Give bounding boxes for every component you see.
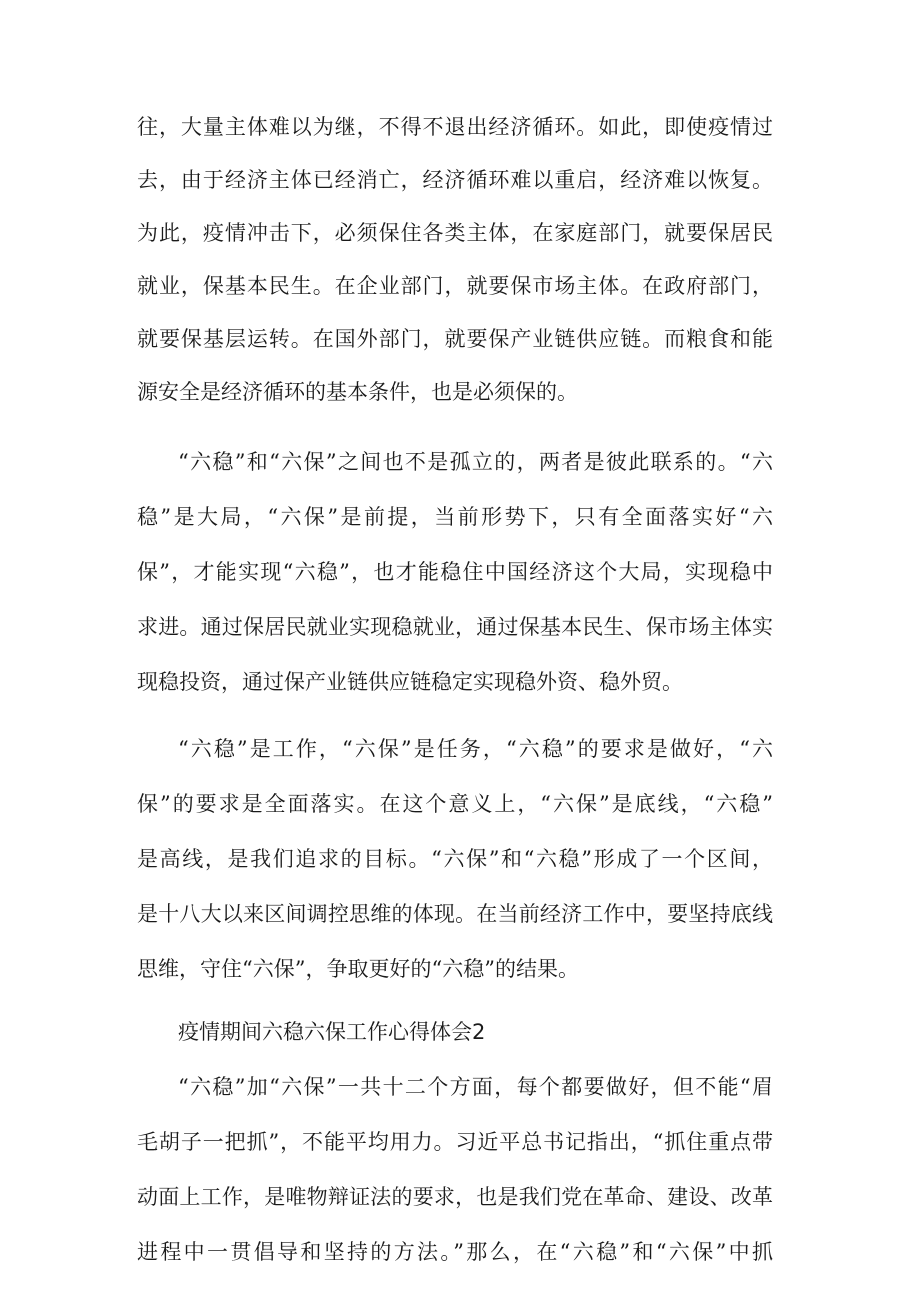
paragraph-2-line-4: 求进。通过保居民就业实现稳就业，通过保基本民生、保市场主体实 [137,615,773,639]
paragraph-3-line-4: 是十八大以来区间调控思维的体现。在当前经济工作中，要坚持底线 [137,902,773,926]
paragraph-1-line-3: 为此，疫情冲击下，必须保住各类主体，在家庭部门，就要保居民 [137,221,773,245]
paragraph-3-line-5: 思维，守住“六保”，争取更好的“六稳”的结果。 [137,957,579,981]
paragraph-3-line-3: 是高线，是我们追求的目标。“六保”和“六稳”形成了一个区间， [137,847,773,871]
paragraph-3-line-2: 保”的要求是全面落实。在这个意义上，“六保”是底线，“六稳” [137,792,773,816]
paragraph-2-line-3: 保”，才能实现“六稳”，也才能稳住中国经济这个大局，实现稳中 [137,560,773,584]
section-heading: 疫情期间六稳六保工作心得体会2 [178,1020,486,1044]
paragraph-4-line-3: 动面上工作，是唯物辩证法的要求，也是我们党在革命、建设、改革 [137,1185,773,1209]
paragraph-1-line-4: 就业，保基本民生。在企业部门，就要保市场主体。在政府部门， [137,274,773,298]
paragraph-1-line-1: 往，大量主体难以为继，不得不退出经济循环。如此，即使疫情过 [137,115,773,139]
paragraph-2-line-5: 现稳投资，通过保产业链供应链稳定实现稳外资、稳外贸。 [137,670,683,694]
paragraph-2-line-1: “六稳”和“六保”之间也不是孤立的，两者是彼此联系的。“六 [178,450,773,474]
paragraph-1-line-6: 源安全是经济循环的基本条件，也是必须保的。 [137,380,578,404]
paragraph-3-line-1: “六稳”是工作，“六保”是任务，“六稳”的要求是做好，“六 [178,737,773,761]
paragraph-2-line-2: 稳”是大局，“六保”是前提，当前形势下，只有全面落实好“六 [137,505,773,529]
paragraph-1-line-2: 去，由于经济主体已经消亡，经济循环难以重启，经济难以恢复。 [137,168,773,192]
paragraph-1-line-5: 就要保基层运转。在国外部门，就要保产业链供应链。而粮食和能 [137,327,773,351]
paragraph-4-line-2: 毛胡子一把抓”，不能平均用力。习近平总书记指出，“抓住重点带 [137,1130,773,1154]
paragraph-4-line-4: 进程中一贯倡导和坚持的方法。”那么，在“六稳”和“六保”中抓 [137,1240,773,1264]
paragraph-4-line-1: “六稳”加“六保”一共十二个方面，每个都要做好，但不能“眉 [178,1075,773,1099]
